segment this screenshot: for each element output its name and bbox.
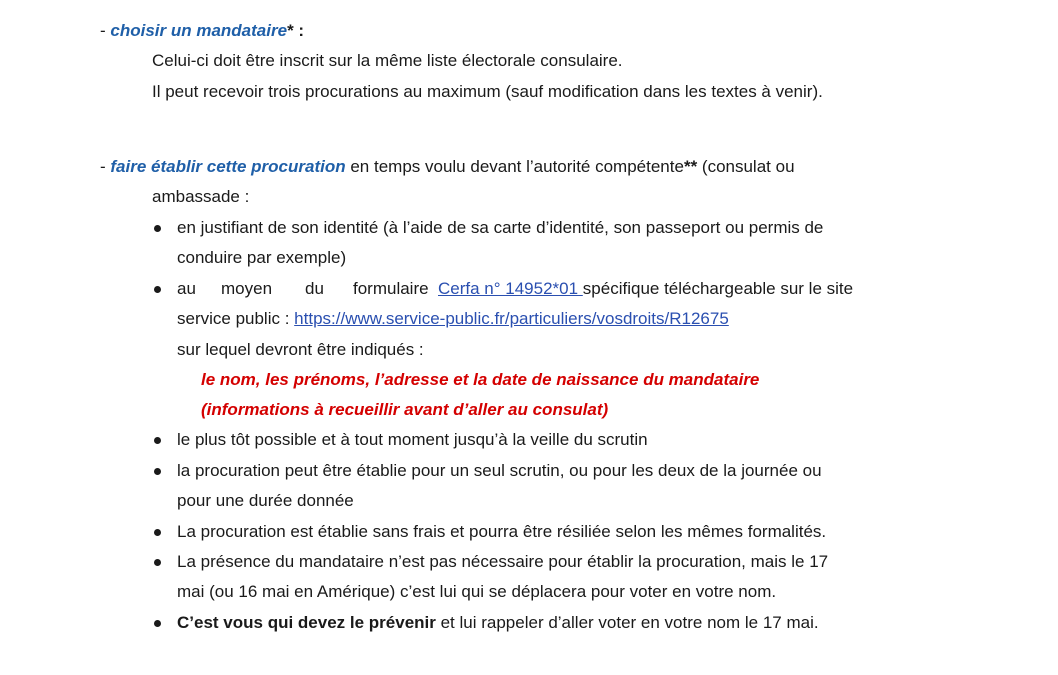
bullet-dot <box>154 559 161 566</box>
section1-heading-line <box>100 20 304 42</box>
section2-heading-stars: ** <box>683 157 698 176</box>
bullet-2-word: moyen <box>221 279 273 298</box>
bullet-2-word: du <box>305 279 324 298</box>
section2-heading-tail: (consulat ou <box>697 157 795 176</box>
bullet-2-line-1 <box>177 278 853 300</box>
bullet-1-line-1: en justifiant de son identité (à l’aide de sa carte d’identité, son passeport ou permis de <box>177 218 824 237</box>
service-public-link[interactable]: https://www.service-public.fr/particuliers/vosdroits/R12675 <box>294 309 729 328</box>
mandataire-info-required: le nom, les prénoms, l’adresse et la date de naissance du mandataire <box>201 370 760 389</box>
bullet-2-word: formulaire <box>353 279 429 298</box>
bullet-4-line-2: pour une durée donnée <box>177 491 354 510</box>
section2-heading-rest: en temps voulu devant l’autorité compétente <box>345 157 684 176</box>
section2-heading-line <box>100 156 795 178</box>
bullet-2-rest: spécifique téléchargeable sur le site <box>582 279 854 298</box>
bullet-1-line-2: conduire par exemple) <box>177 248 347 267</box>
bullet-dot <box>154 286 161 293</box>
bullet-5-line: La procuration est établie sans frais et pourra être résiliée selon les mêmes formalités. <box>177 522 827 541</box>
bullet-3-line: le plus tôt possible et à tout moment jusqu’à la veille du scrutin <box>177 430 648 449</box>
cerfa-link[interactable]: Cerfa n° 14952*01 <box>438 279 583 298</box>
section1-dash: - <box>100 21 111 40</box>
bullet-6-line-2: mai (ou 16 mai en Amérique) c’est lui qui se déplacera pour voter en votre nom. <box>177 582 777 601</box>
bullet-dot <box>154 468 161 475</box>
bullet-2-line-3: sur lequel devront être indiqués : <box>177 340 424 359</box>
bullet-2-line-2 <box>177 308 729 330</box>
bullet-7-line <box>177 612 819 634</box>
bullet-dot <box>154 620 161 627</box>
bullet-2-word: au <box>177 279 196 298</box>
bullet-dot <box>154 225 161 232</box>
section2-heading: faire établir cette procuration <box>110 157 346 176</box>
bullet-7-rest: et lui rappeler d’aller voter en votre nom le 17 mai. <box>435 613 819 632</box>
bullet-dot <box>154 437 161 444</box>
section1-line-2: Il peut recevoir trois procurations au maximum (sauf modification dans les textes à venir). <box>152 82 823 101</box>
mandataire-info-note: (informations à recueillir avant d’aller au consulat) <box>201 400 609 419</box>
bullet-2-url-prefix: service public : <box>177 309 295 328</box>
section1-heading-suffix: * : <box>287 21 305 40</box>
section1-heading: choisir un mandataire <box>110 21 288 40</box>
bullet-6-line-1: La présence du mandataire n’est pas nécessaire pour établir la procuration, mais le 17 <box>177 552 829 571</box>
bullet-dot <box>154 529 161 536</box>
section2-line-2: ambassade : <box>152 187 250 206</box>
bullet-4-line-1: la procuration peut être établie pour un seul scrutin, ou pour les deux de la journée ou <box>177 461 822 480</box>
bullet-7-bold: C’est vous qui devez le prévenir <box>177 613 436 632</box>
section1-line-1: Celui-ci doit être inscrit sur la même liste électorale consulaire. <box>152 51 623 70</box>
section2-dash: - <box>100 157 111 176</box>
